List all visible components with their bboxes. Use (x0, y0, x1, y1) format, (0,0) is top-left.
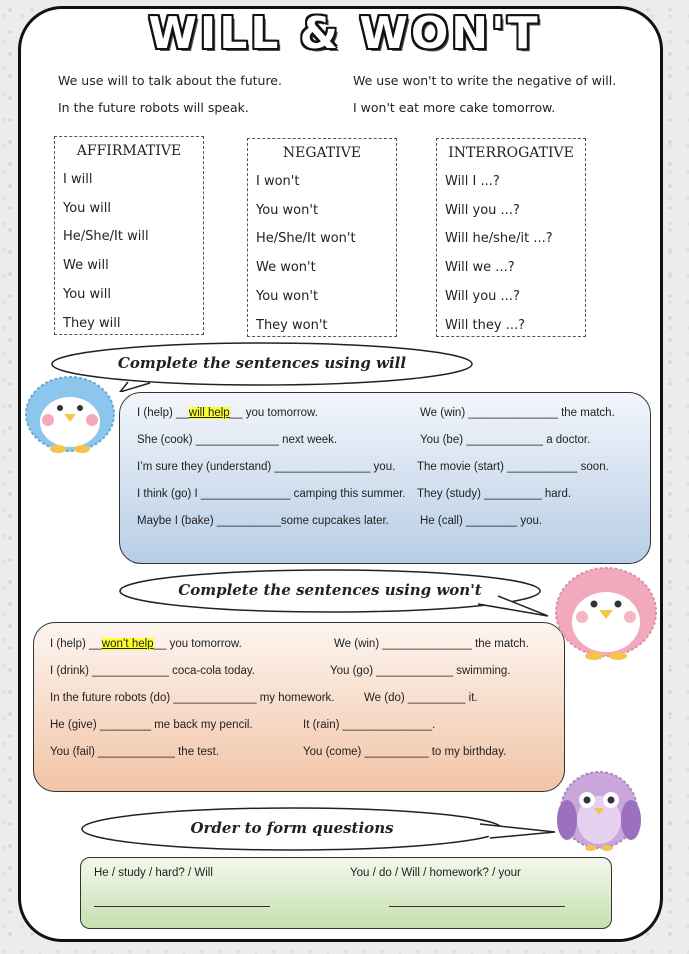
intro-right-2: I won't eat more cake tomorrow. (353, 100, 556, 115)
negative-table (247, 138, 397, 337)
negative-item: You won't (256, 203, 319, 218)
section2-instruction: Complete the sentences using won't (178, 581, 482, 599)
section2-sentence-3: In the future robots (do) _____________ my homework. (50, 692, 335, 704)
affirmative-heading: AFFIRMATIVE (76, 143, 182, 159)
interrogative-heading: INTERROGATIVE (448, 145, 574, 161)
section1-sentence-9: They (study) _________ hard. (417, 488, 572, 500)
example-answer: will help (188, 407, 230, 419)
question-scramble-2: You / do / Will / homework? / your (350, 867, 521, 879)
section2-sentence-9: It (rain) ______________. (303, 719, 436, 731)
worksheet-title: WILL & WON'T (148, 8, 541, 59)
answer-line-1[interactable] (94, 906, 270, 907)
example-answer: won’t help (101, 638, 154, 650)
section1-sentence-3: I’m sure they (understand) _______________ you. (137, 461, 396, 473)
affirmative-item: You will (63, 287, 112, 302)
section2-sentence-6: We (win) ______________ the match. (334, 638, 529, 650)
affirmative-item: You will (63, 201, 112, 216)
section2-sentence-1: I (help) __won’t help__ you tomorrow. (50, 638, 242, 650)
interrogative-item: Will we ...? (445, 260, 515, 275)
section1-sentence-1: I (help) __will help__ you tomorrow. (137, 407, 318, 419)
section1-instruction: Complete the sentences using will (117, 354, 407, 372)
section2-sentence-7: You (go) ____________ swimming. (330, 665, 511, 677)
intro-right-1: We use won't to write the negative of will. (353, 73, 617, 88)
section2-sentence-2: I (drink) ____________ coca-cola today. (50, 665, 256, 677)
negative-heading: NEGATIVE (282, 145, 362, 161)
affirmative-item: He/She/It will (63, 229, 149, 244)
purple-owl-icon (553, 768, 645, 852)
blue-penguin-icon (20, 370, 120, 455)
section1-sentence-7: You (be) ____________ a doctor. (420, 434, 591, 446)
section1-sentence-4: I think (go) I ______________ camping this summer. (137, 488, 406, 500)
section1-sentence-10: He (call) ________ you. (420, 515, 543, 527)
interrogative-item: Will I ...? (445, 174, 500, 189)
affirmative-table (54, 136, 204, 335)
affirmative-item: We will (63, 258, 109, 273)
negative-item: I won't (256, 174, 300, 189)
interrogative-item: Will he/she/it ...? (445, 231, 553, 246)
section1-sentence-6: We (win) ______________ the match. (420, 407, 615, 419)
section3-instruction: Order to form questions (190, 819, 394, 837)
pink-penguin-icon (550, 562, 662, 662)
section2-sentence-10: You (come) __________ to my birthday. (303, 746, 507, 758)
section1-sentence-8: The movie (start) ___________ soon. (417, 461, 609, 473)
interrogative-item: Will you ...? (445, 203, 520, 218)
negative-item: You won't (256, 289, 319, 304)
section2-sentence-4: He (give) ________ me back my pencil. (50, 719, 253, 731)
negative-item: We won't (256, 260, 316, 275)
intro-left-2: In the future robots will speak. (58, 100, 249, 115)
negative-item: He/She/It won't (256, 231, 356, 246)
interrogative-table (436, 138, 586, 337)
answer-line-2[interactable] (389, 906, 565, 907)
affirmative-item: I will (63, 172, 93, 187)
negative-item: They won't (256, 318, 328, 333)
section2-sentence-5: You (fail) ____________ the test. (50, 746, 220, 758)
affirmative-item: They will (63, 316, 121, 331)
intro-left-1: We use will to talk about the future. (58, 73, 282, 88)
question-scramble-1: He / study / hard? / Will (94, 867, 213, 879)
section1-sentence-2: She (cook) _____________ next week. (137, 434, 338, 446)
interrogative-item: Will they ...? (445, 318, 525, 333)
section2-sentence-8: We (do) _________ it. (364, 692, 478, 704)
section1-sentence-5: Maybe I (bake) __________some cupcakes later. (137, 515, 389, 527)
interrogative-item: Will you ...? (445, 289, 520, 304)
